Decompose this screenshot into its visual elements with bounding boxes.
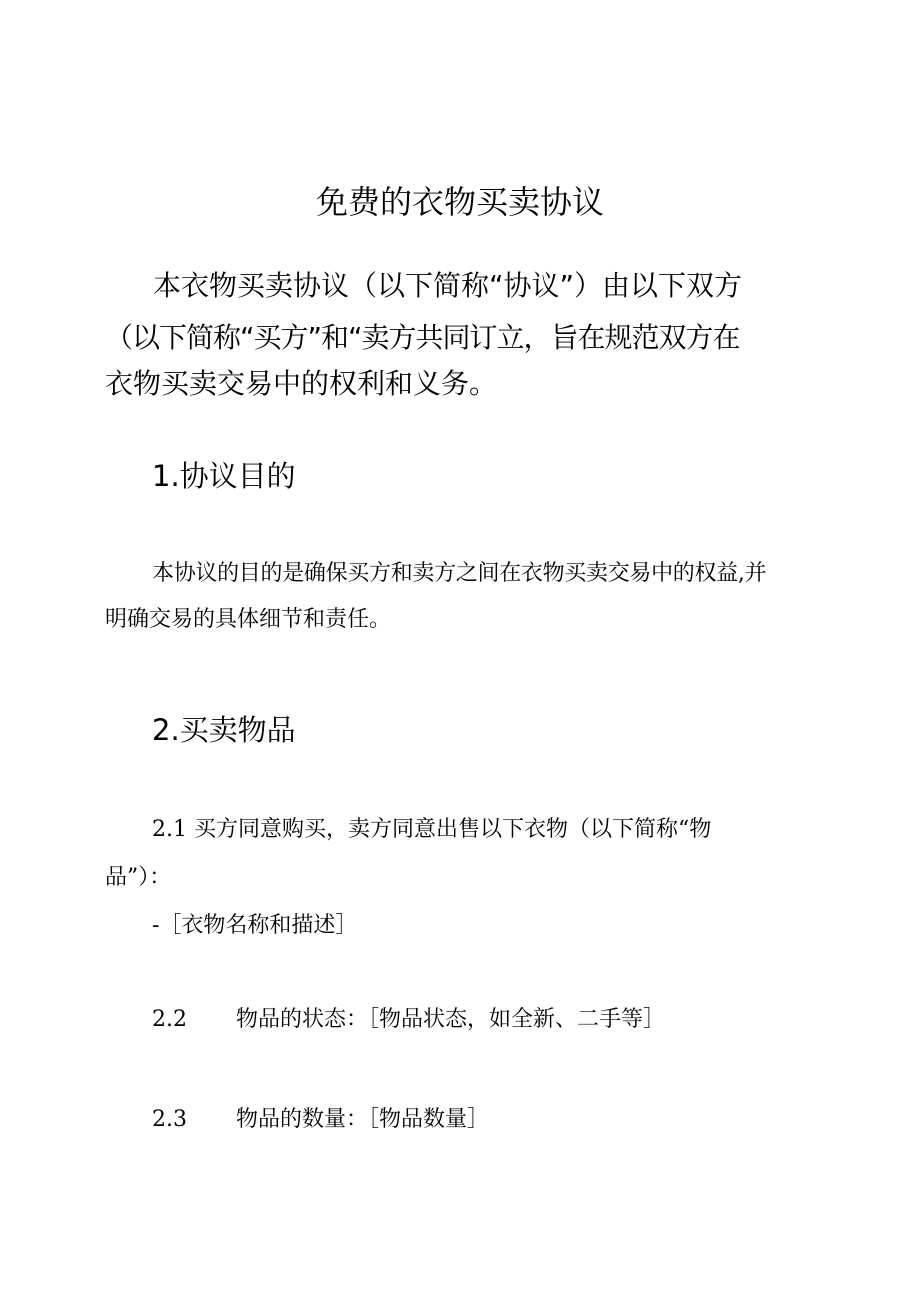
item-2-1-bullet: -［衣物名称和描述］	[152, 913, 358, 938]
item-2-1-line-1	[152, 814, 711, 846]
item-2-1-line-2: 品”）：	[105, 865, 172, 890]
intro-line-1	[105, 264, 820, 308]
item-2-2-number: 2.2	[152, 1007, 187, 1032]
item-2-3	[152, 1104, 489, 1136]
intro-line-2: （以下简称“买方”和“卖方共同订立，旨在规范双方在	[105, 321, 740, 354]
section-2-heading: 2.买卖物品	[152, 713, 296, 747]
section-1-heading: 1.协议目的	[152, 459, 296, 493]
section-1-text-line-1: 本协议的目的是确保买方和卖方之间在衣物买卖交易中的权益,并	[152, 561, 767, 586]
item-2-3-text: 物品的数量：［物品数量］	[236, 1107, 490, 1132]
item-2-3-number: 2.3	[152, 1107, 187, 1132]
intro-text-1: 本衣物买卖协议（以下简称“协议”）由以下双方	[153, 269, 743, 302]
item-2-2-text: 物品的状态：［物品状态，如全新、二手等］	[236, 1007, 666, 1032]
item-2-2	[152, 1004, 665, 1036]
document-title: 免费的衣物买卖协议	[315, 183, 604, 221]
item-2-1-text: 买方同意购买，卖方同意出售以下衣物（以下简称“物	[194, 817, 712, 842]
item-2-1-number: 2.1	[152, 817, 187, 842]
intro-line-3: 衣物买卖交易中的权利和义务。	[105, 367, 498, 400]
section-1-text-line-2: 明确交易的具体细节和责任。	[105, 607, 392, 632]
